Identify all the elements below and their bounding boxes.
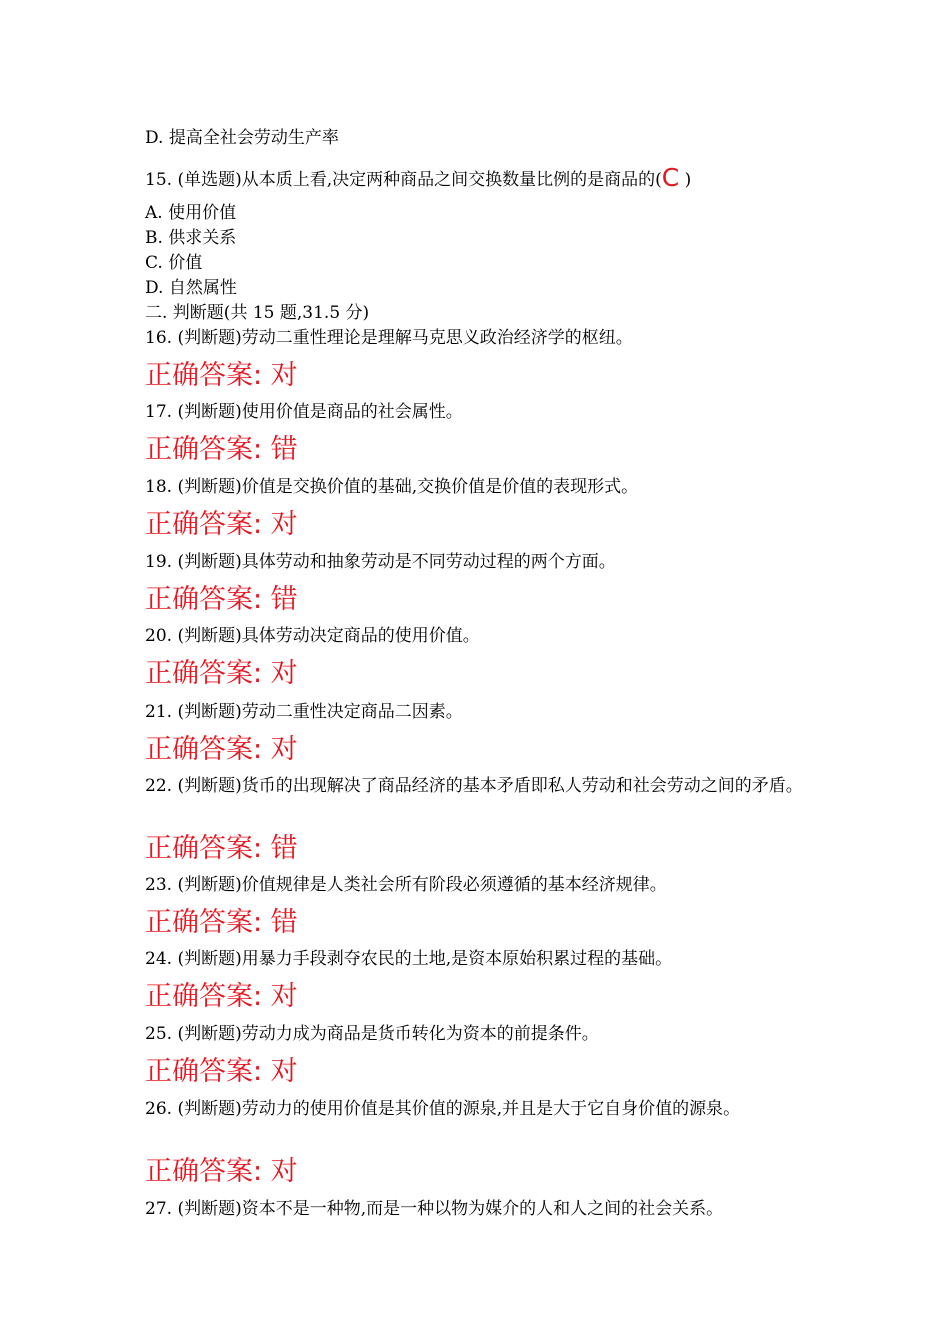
answer-18: 正确答案: 对 <box>145 509 298 540</box>
q15-option-d: D. 自然属性 <box>145 278 237 298</box>
question-18: 18. (判断题)价值是交换价值的基础,交换价值是价值的表现形式。 <box>145 477 639 497</box>
question-21: 21. (判断题)劳动二重性决定商品二因素。 <box>145 702 463 722</box>
question-24: 24. (判断题)用暴力手段剥夺农民的土地,是资本原始积累过程的基础。 <box>145 949 673 969</box>
answer-19: 正确答案: 错 <box>145 584 298 615</box>
question-26: 26. (判断题)劳动力的使用价值是其价值的源泉,并且是大于它自身价值的源泉。 <box>145 1099 741 1119</box>
answer-24: 正确答案: 对 <box>145 981 298 1012</box>
question-19: 19. (判断题)具体劳动和抽象劳动是不同劳动过程的两个方面。 <box>145 552 616 572</box>
answer-25: 正确答案: 对 <box>145 1056 298 1087</box>
question-17: 17. (判断题)使用价值是商品的社会属性。 <box>145 402 463 422</box>
answer-26: 正确答案: 对 <box>145 1156 298 1187</box>
q15-stem-close: ) <box>679 170 692 190</box>
q15-option-c: C. 价值 <box>145 253 203 273</box>
question-16: 16. (判断题)劳动二重性理论是理解马克思义政治经济学的枢纽。 <box>145 328 633 348</box>
question-23: 23. (判断题)价值规律是人类社会所有阶段必须遵循的基本经济规律。 <box>145 875 667 895</box>
q15-answer: C <box>661 163 680 192</box>
answer-21: 正确答案: 对 <box>145 734 298 765</box>
q14-option-d: D. 提高全社会劳动生产率 <box>145 128 339 148</box>
question-27: 27. (判断题)资本不是一种物,而是一种以物为媒介的人和人之间的社会关系。 <box>145 1199 724 1219</box>
answer-23: 正确答案: 错 <box>145 907 298 938</box>
q15-stem <box>145 163 692 192</box>
question-25: 25. (判断题)劳动力成为商品是货币转化为资本的前提条件。 <box>145 1024 599 1044</box>
answer-20: 正确答案: 对 <box>145 658 298 689</box>
q15-stem-text: 15. (单选题)从本质上看,决定两种商品之间交换数量比例的是商品的( <box>145 170 662 190</box>
answer-17: 正确答案: 错 <box>145 434 298 465</box>
q15-option-a: A. 使用价值 <box>145 203 237 223</box>
q15-option-b: B. 供求关系 <box>145 228 237 248</box>
question-20: 20. (判断题)具体劳动决定商品的使用价值。 <box>145 626 480 646</box>
section-title: 二. 判断题(共 15 题,31.5 分) <box>145 303 370 323</box>
answer-22: 正确答案: 错 <box>145 833 298 864</box>
answer-16: 正确答案: 对 <box>145 360 298 391</box>
question-22: 22. (判断题)货币的出现解决了商品经济的基本矛盾即私人劳动和社会劳动之间的矛盾。 <box>145 776 803 796</box>
